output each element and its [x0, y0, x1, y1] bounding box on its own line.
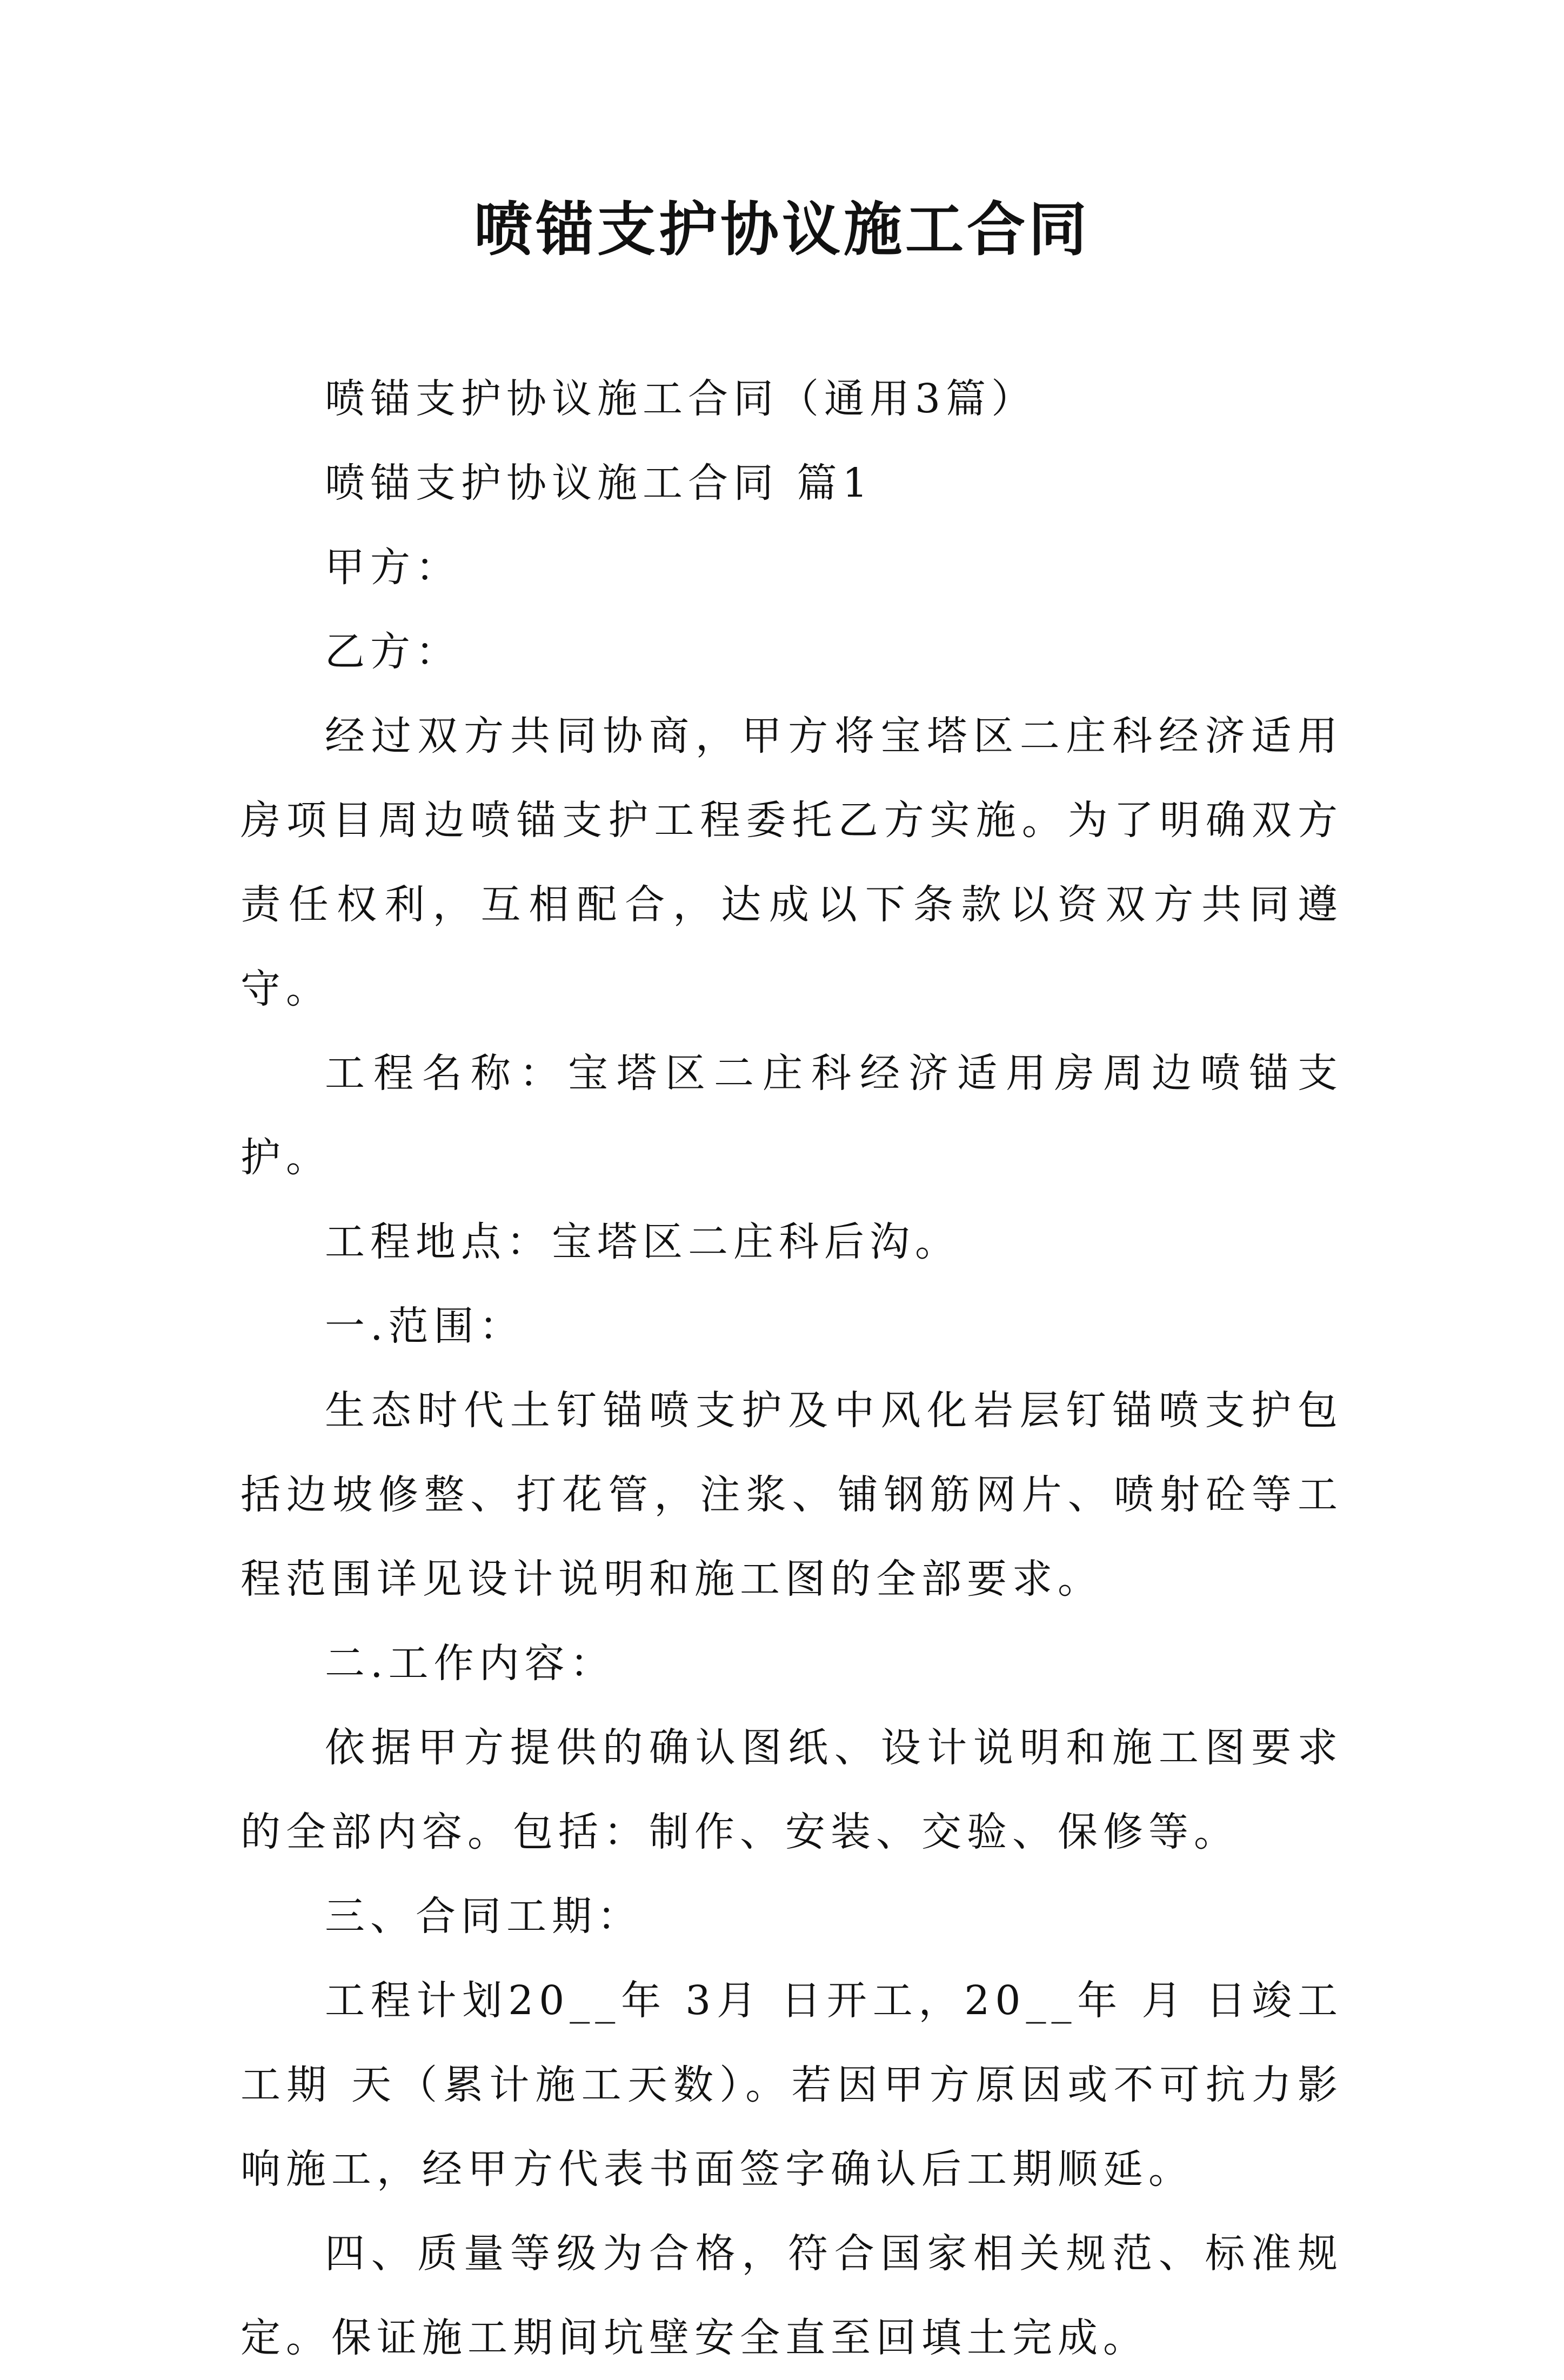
paragraph-schedule-heading: 三、合同工期： [325, 1893, 643, 1940]
paragraph-scope-heading: 一.范围： [325, 1303, 525, 1349]
paragraph-schedule: 工程计划20__年 3月 日开工，20__年 月 日竣工工期 天（累计施工天数）。若因甲方原因或不可抗力影响施工，经甲方代表书面签字确认后工期顺延。 [240, 1977, 1343, 2192]
paragraph-work-content-heading: 二.工作内容： [325, 1640, 616, 1687]
paragraph-party-a: 甲方： [325, 544, 461, 591]
paragraph-work-content: 依据甲方提供的确认图纸、设计说明和施工图要求的全部内容。包括：制作、安装、交验、保修等。 [240, 1724, 1343, 1855]
document-title: 喷锚支护协议施工合同 [473, 196, 1090, 264]
paragraph-scope: 生态时代土钉锚喷支护及中风化岩层钉锚喷支护包括边坡修整、打花管，注浆、铺钢筋网片、喷射砼等工程范围详见设计说明和施工图的全部要求。 [240, 1387, 1343, 1602]
document-body [240, 357, 1343, 2380]
paragraph-project-location: 工程地点：宝塔区二庄科后沟。 [325, 1219, 960, 1265]
paragraph-quality: 四、质量等级为合格，符合国家相关规范、标准规定。保证施工期间坑壁安全直至回填土完成。 [240, 2230, 1343, 2361]
paragraph-subtitle: 喷锚支护协议施工合同（通用3篇） [325, 376, 1037, 422]
paragraph-section-heading: 喷锚支护协议施工合同 篇1 [325, 460, 873, 506]
paragraph-project-name: 工程名称：宝塔区二庄科经济适用房周边喷锚支护。 [240, 1050, 1343, 1181]
paragraph-intro: 经过双方共同协商，甲方将宝塔区二庄科经济适用房项目周边喷锚支护工程委托乙方实施。为了明确双方责任权利，互相配合，达成以下条款以资双方共同遵守。 [240, 713, 1343, 1012]
paragraph-party-b: 乙方： [325, 629, 461, 675]
